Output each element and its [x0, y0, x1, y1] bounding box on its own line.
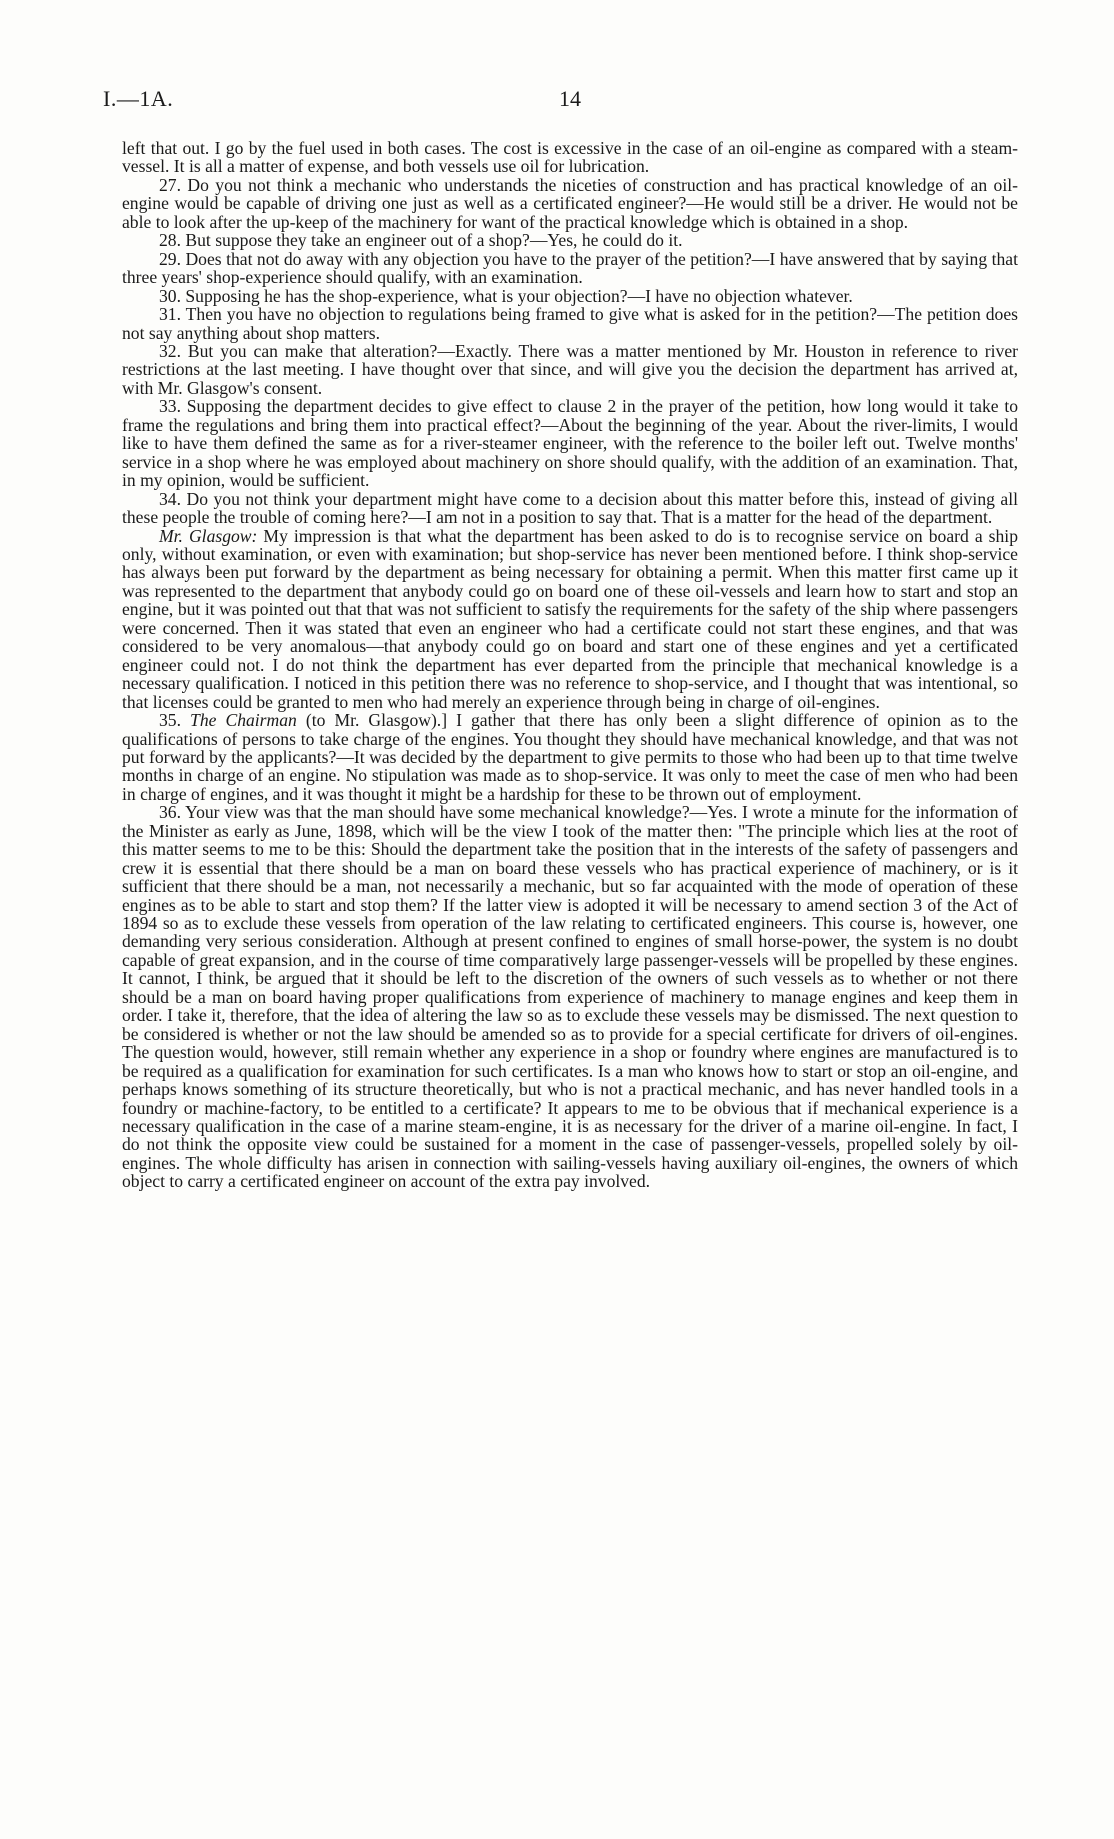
paragraph-text: 34. Do you not think your department might have come to a decision about this matter before this, instead of giving all these people the trouble of coming here?—I am not in a position to say that. That is a matter for the head of the department. [122, 488, 1018, 528]
page-number: 14 [559, 86, 581, 111]
paragraph-continuation [122, 139, 1018, 176]
paragraph-q33 [122, 397, 1018, 489]
paragraph-q31 [122, 305, 1018, 342]
paragraph-text: 31. Then you have no objection to regulations being framed to give what is asked for in the petition?—The petition does not say anything about shop matters. [122, 304, 1018, 343]
paragraph-q27 [122, 176, 1018, 231]
question-number: 35. [159, 710, 191, 731]
paragraph-text: left that out. I go by the fuel used in both cases. The cost is excessive in the case of an oil-engine as compared with a steam-vessel. It is all a matter of expense, and both vessels use oil for lubrication. [122, 138, 1018, 177]
speaker-name: Mr. Glasgow: [159, 525, 258, 546]
paragraph-q28 [122, 231, 1018, 249]
paragraph-text: 29. Does that not do away with any objection you have to the prayer of the petition?—I have answered that by saying that three years' shop-experience should qualify, with an examination. [122, 248, 1018, 288]
paragraph-q29 [122, 250, 1018, 287]
document-body [122, 139, 1018, 1191]
speaker-name: The Chairman [190, 710, 297, 731]
paragraph-text: (to Mr. Glasgow).] I gather that there has only been a slight difference of opinion as to the qualifications of persons to take charge of the engines. You thought they should have mechanical knowledge, and that was not put forward by the applicants?—It was decided by the department to give permits to those who had been up to that time twelve months in charge of an engine. No stipulation was made as to shop-service. It was only to meet the case of men who had been in charge of engines, and it was thought it might be a hardship for these to be thrown out of employment. [122, 710, 1019, 804]
paragraph-text: My impression is that what the department has been asked to do is to recognise service on board a ship only, without examination, or even with examination; but shop-service has never been mentioned before. I think shop-service has always been put forward by the department as being necessary for obtaining a permit. When this matter first came up it was represented to the department that anybody could go on board one of these oil-vessels and learn how to start and stop an engine, but it was pointed out that that was not sufficient to satisfy the requirements for the safety of the ship where passengers were concerned. Then it was stated that even an engineer who had a certificate could not start these engines, and that was considered to be very anomalous—that anybody could go on board and start one of these engines and yet a certificated engineer could not. I do not think the department has ever departed from the principle that mechanical knowledge is a necessary qualification. I noticed in this petition there was no reference to shop-service, and I thought that was intentional, so that licenses could be granted to men who had merely an experience through being in charge of oil-engines. [122, 525, 1018, 712]
paragraph-text: 33. Supposing the department decides to give effect to clause 2 in the prayer of the petition, how long would it take to frame the regulations and bring them into practical effect?—About the beginning of the year. About the river-limits, I would like to have them defined the same as for a river-steamer engineer, with the reference to the boiler left out. Twelve months' service in a shop where he was employed about machinery on shore should qualify, with the addition of an examination. That, in my opinion, would be sufficient. [122, 396, 1018, 491]
paragraph-q34 [122, 490, 1018, 527]
paragraph-text: 28. But suppose they take an engineer out of a shop?—Yes, he could do it. [159, 230, 683, 251]
paragraph-text: 32. But you can make that alteration?—Exactly. There was a matter mentioned by Mr. Houston in reference to river restrictions at the last meeting. I have thought over that since, and will give you the decision the department has arrived at, with Mr. Glasgow's consent. [122, 340, 1018, 398]
paragraph-text: 27. Do you not think a mechanic who understands the niceties of construction and has practical knowledge of an oil-engine would be capable of driving one just as well as a certificated engineer?—He would still be a driver. He would not be able to look after the up-keep of the machinery for want of the practical knowledge which is obtained in a shop. [122, 174, 1018, 232]
paragraph-q36 [122, 803, 1018, 1191]
paragraph-q32 [122, 342, 1018, 397]
paragraph-mr-glasgow [122, 527, 1018, 712]
paragraph-text: 30. Supposing he has the shop-experience, what is your objection?—I have no objection whatever. [159, 285, 853, 306]
page-header [103, 86, 1023, 116]
paragraph-q35 [122, 711, 1018, 803]
paragraph-q30 [122, 287, 1018, 305]
paragraph-text: 36. Your view was that the man should have some mechanical knowledge?—Yes. I wrote a minute for the information of the Minister as early as June, 1898, which will be the view I took of the matter then: "The principle which lies at the root of this matter seems to me to be this: Should the department take the position that in the interests of the safety of passengers and crew it is essential that there should be a man on board these vessels who has practical experience of machinery, or is it sufficient that there should be a man, not necessarily a mechanic, but so far acquainted with the mode of operation of these engines as to be able to start and stop them? If the latter view is adopted it will be necessary to amend section 3 of the Act of 1894 so as to exclude these vessels from operation of the law relating to certificated engineers. This course is, however, one demanding very serious consideration. Although at present confined to engines of small horse-power, the system is no doubt capable of great expansion, and in the course of time comparatively large passenger-vessels will be propelled by these engines. It cannot, I think, be argued that it should be left to the discretion of the owners of such vessels as to whether or not there should be a man on board having proper qualifications from experience of machinery to manage engines and keep them in order. I take it, therefore, that the idea of altering the law so as to exclude these vessels may be dismissed. The next question to be considered is whether or not the law should be amended so as to provide for a special certificate for drivers of oil-engines. The question would, however, still remain whether any experience in a shop or foundry where engines are manufactured is to be required as a qualification for examination for such certificates. Is a man who knows how to start or stop an oil-engine, and perhaps knows something of its structure theoretically, but who is not a practical mechanic, and has never handled tools in a foundry or machine-factory, to be entitled to a certificate? It appears to me to be obvious that if mechanical experience is a necessary qualification in the case of a marine steam-engine, it is as necessary for the driver of a marine oil-engine. In fact, I do not think the opposite view could be sustained for a moment in the case of passenger-vessels, propelled solely by oil-engines. The whole difficulty has arisen in connection with sailing-vessels having auxiliary oil-engines, the owners of which object to carry a certificated engineer on account of the extra pay involved. [122, 802, 1018, 1192]
document-reference: I.—1A. [103, 86, 174, 111]
